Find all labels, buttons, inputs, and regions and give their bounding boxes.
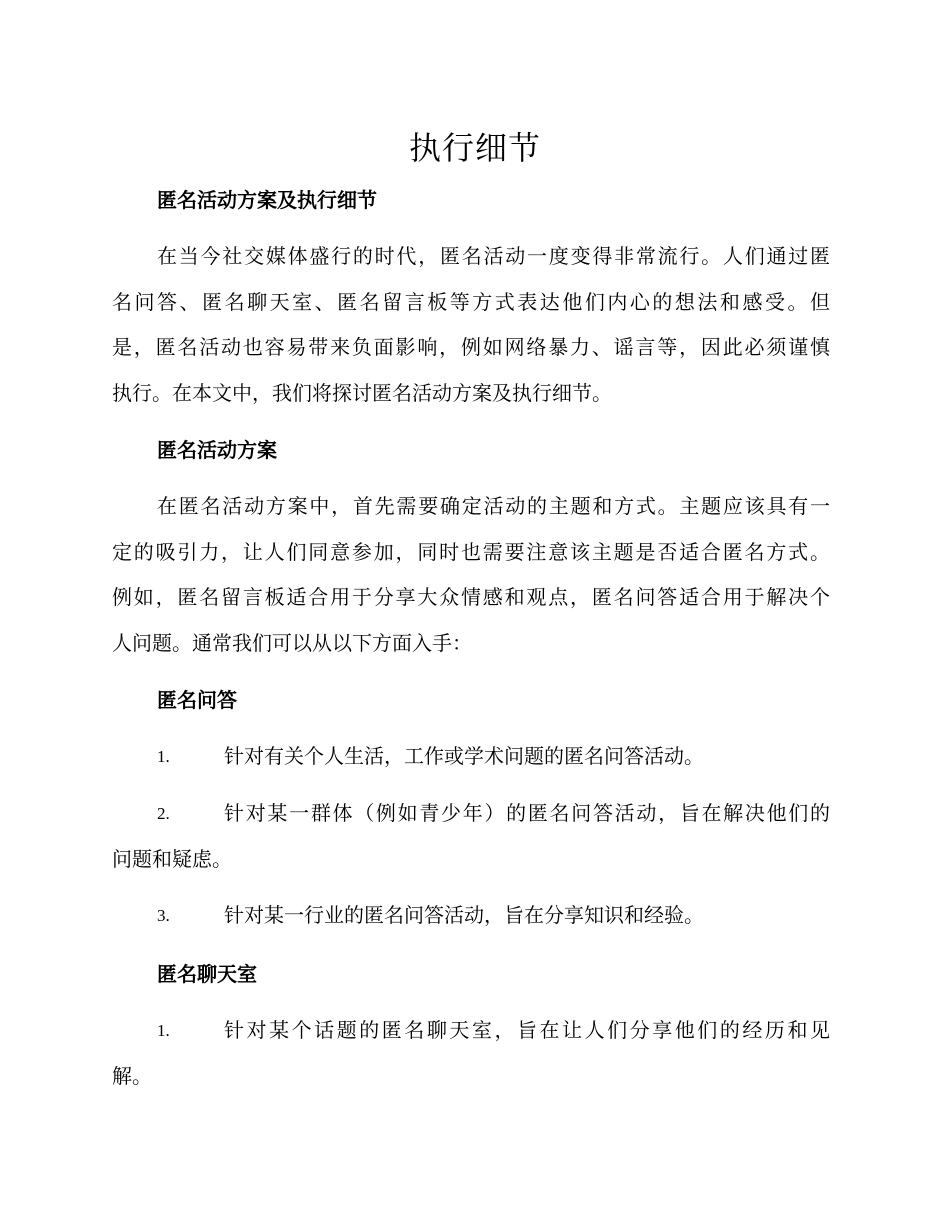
paragraph-line: 定的吸引力，让人们同意参加，同时也需要注意该主题是否适合匿名方式。 bbox=[112, 539, 830, 564]
section-heading-anonymous-plan-details: 匿名活动方案及执行细节 bbox=[157, 188, 377, 212]
list-item bbox=[112, 1008, 830, 1099]
paragraph-line: 在当今社交媒体盛行的时代，匿名活动一度变得非常流行。人们通过匿 bbox=[157, 244, 830, 268]
list-item-line: 针对某一行业的匿名问答活动，旨在分享知识和经验。 bbox=[224, 903, 704, 927]
list-item-line: 针对有关个人生活，工作或学术问题的匿名问答活动。 bbox=[224, 744, 704, 768]
plan-paragraph bbox=[112, 484, 830, 666]
section-heading-anonymous-chatroom: 匿名聊天室 bbox=[157, 962, 257, 986]
list-item-number: 2. bbox=[157, 804, 170, 823]
list-item bbox=[112, 734, 830, 780]
page-title: 执行细节 bbox=[408, 129, 541, 167]
list-item-line: 问题和疑虑。 bbox=[112, 846, 232, 871]
list-item-line: 针对某一群体（例如青少年）的匿名问答活动，旨在解决他们的 bbox=[224, 801, 830, 825]
list-item bbox=[112, 893, 830, 939]
paragraph-line: 执行。在本文中，我们将探讨匿名活动方案及执行细节。 bbox=[112, 380, 612, 405]
paragraph-line: 名问答、匿名聊天室、匿名留言板等方式表达他们内心的想法和感受。但 bbox=[112, 289, 830, 314]
paragraph-line: 在匿名活动方案中，首先需要确定活动的主题和方式。主题应该具有一 bbox=[157, 494, 830, 518]
paragraph-line: 例如，匿名留言板适合用于分享大众情感和观点，匿名问答适合用于解决个 bbox=[112, 585, 830, 609]
paragraph-line: 是，匿名活动也容易带来负面影响，例如网络暴力、谣言等，因此必须谨慎 bbox=[112, 335, 830, 359]
list-item-number: 3. bbox=[157, 906, 170, 925]
list-item-number: 1. bbox=[157, 747, 170, 766]
list-item bbox=[112, 791, 830, 882]
list-item-line: 解。 bbox=[112, 1063, 152, 1088]
section-heading-anonymous-qa: 匿名问答 bbox=[157, 688, 237, 712]
list-item-line: 针对某个话题的匿名聊天室，旨在让人们分享他们的经历和见 bbox=[224, 1018, 830, 1042]
section-heading-anonymous-plan: 匿名活动方案 bbox=[157, 438, 277, 462]
list-item-number: 1. bbox=[157, 1021, 170, 1040]
paragraph-line: 人问题。通常我们可以从以下方面入手： bbox=[112, 630, 472, 655]
intro-paragraph bbox=[112, 234, 830, 416]
